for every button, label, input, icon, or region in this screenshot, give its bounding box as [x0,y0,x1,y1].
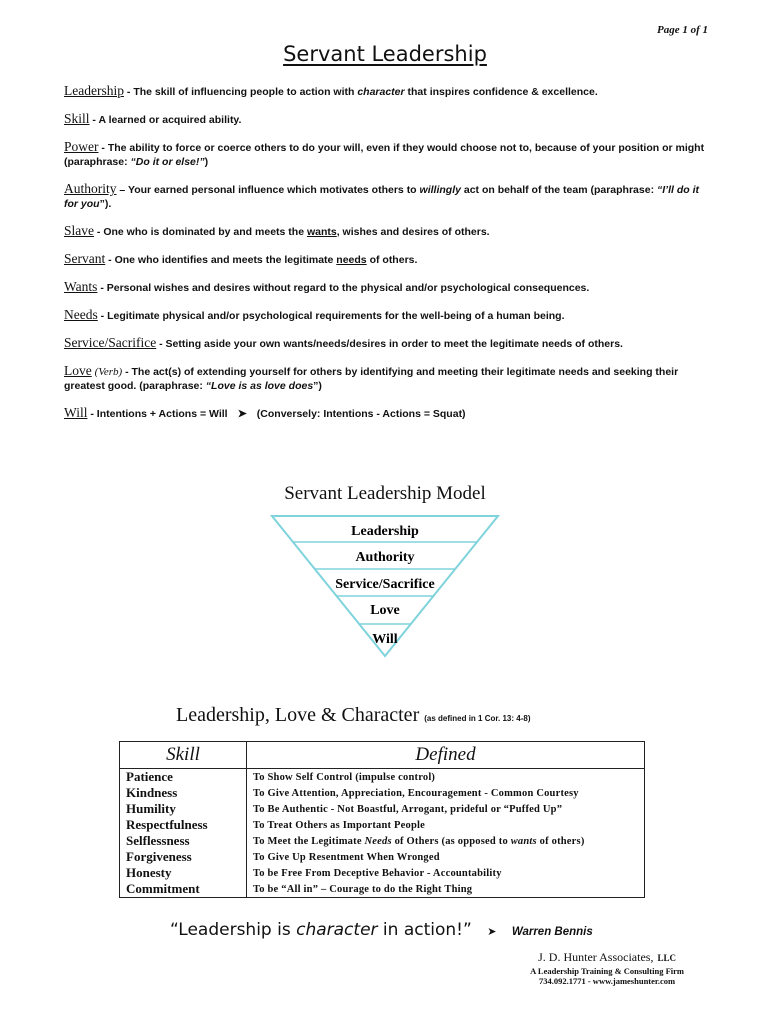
definition-text: - Legitimate physical and/or psychological requirements for the well-being of a human being. [97,310,565,322]
definition-emphasis: Needs [364,835,392,847]
header-skill: Skill [120,742,247,769]
pyramid-level-service-sacrifice: Service/Sacrifice [335,577,435,592]
definition-cell: To Be Authentic - Not Boastful, Arrogant, prideful or “Puffed Up” [247,801,645,817]
skill-cell: Commitment [120,881,247,898]
term-will: Will [64,405,88,420]
definition-text: of Others (as opposed to [391,835,511,847]
definition-skill [64,112,714,127]
table-row [120,769,645,786]
company-block [530,948,684,986]
definition-cell: To Show Self Control (impulse control) [247,769,645,786]
term-love: Love [64,363,92,378]
table-row [120,833,645,849]
term-servant: Servant [64,251,106,266]
section-title [176,704,530,727]
table-row [120,865,645,881]
definition-slave [64,224,714,239]
definition-love [64,364,714,393]
page-title: Servant Leadership [283,42,487,66]
table-row [120,785,645,801]
definition-cell: To be Free From Deceptive Behavior - Accountability [247,865,645,881]
skill-cell: Humility [120,801,247,817]
term-skill: Skill [64,111,90,126]
quote-author: Warren Bennis [511,926,593,938]
page-number: Page 1 of 1 [656,24,708,36]
pyramid-level-authority: Authority [355,550,415,565]
definition-emphasis: wants [510,835,537,847]
definition-text: that inspires confidence & excellence. [404,86,598,98]
definition-text: ) [204,156,209,168]
definition-cell: To Treat Others as Important People [247,817,645,833]
term-leadership: Leadership [64,83,124,98]
term-service-sacrifice: Service/Sacrifice [64,335,157,350]
definition-wants [64,280,714,295]
quote-emphasis: character [296,920,378,940]
definition-text: - The act(s) of extending yourself for others by identifying and meeting their legitimate needs and seeking their greatest good. (paraphrase: [64,366,679,392]
definition-emphasis: willingly [419,184,461,196]
definitions-list [64,84,714,434]
company-tagline: A Leadership Training & Consulting Firm [530,966,684,976]
company-llc: LLC [657,953,676,963]
skill-definition-table [119,741,645,898]
definition-text: To Meet the Legitimate [253,835,365,847]
definition-service-sacrifice [64,336,714,351]
arrow-icon: ➤ [237,408,247,420]
model-title: Servant Leadership Model [284,483,486,504]
skill-cell: Selflessness [120,833,247,849]
skill-cell: Patience [120,769,247,786]
arrow-icon: ➤ [487,925,497,938]
term-wants: Wants [64,279,98,294]
definition-servant [64,252,714,267]
definition-emphasis: “I’ll do it for you [64,184,699,210]
definition-needs [64,308,714,323]
definition-cell: To be “All in” – Courage to do the Right Thing [247,881,645,898]
pyramid-level-leadership: Leadership [351,524,419,539]
definition-cell: To Give Up Resentment When Wronged [247,849,645,865]
definition-underline: wants [306,226,337,238]
table-row [120,801,645,817]
definition-text: - One who identifies and meets the legitimate [105,254,337,266]
definition-text: – Your earned personal influence which motivates others to [116,184,420,196]
definition-text: ”). [99,198,112,210]
company-contact: 734.092.1771 - www.jameshunter.com [538,976,676,986]
servant-leadership-pyramid [270,514,500,658]
term-authority: Authority [64,181,117,196]
definition-text: - Setting aside your own wants/needs/desires in order to meet the legitimate needs of others. [156,338,623,350]
definition-text: - Personal wishes and desires without regard to the physical and/or psychological consequences. [97,282,590,294]
term-slave: Slave [64,223,94,238]
quote-text: in action!” [377,920,472,940]
definition-text: - The ability to force or coerce others to do your will, even if they would choose not to, because of your position or might (paraphrase: [64,142,705,168]
table-row [120,881,645,898]
definition-conversely: (Conversely: Intentions - Actions = Squat) [256,408,466,420]
definition-text: ”) [313,380,322,392]
header-defined: Defined [247,742,645,769]
company-name: J. D. Hunter Associates, [538,950,654,964]
definition-leadership [64,84,714,99]
definition-text: - The skill of influencing people to action with [123,86,358,98]
term-power: Power [64,139,99,154]
definition-underline: needs [336,254,367,266]
table-row [120,849,645,865]
skill-cell: Forgiveness [120,849,247,865]
definition-text: , wishes and desires of others. [336,226,490,238]
definition-cell: To Give Attention, Appreciation, Encouragement - Common Courtesy [247,785,645,801]
definition-cell [247,833,645,849]
definition-text: - Intentions + Actions = Will [87,408,228,420]
section-title-text: Leadership, Love & Character [176,704,420,726]
definition-will [64,406,714,421]
quote-text: “Leadership is [170,920,297,940]
definition-text: of others. [366,254,418,266]
definition-authority [64,182,714,211]
table-row [120,817,645,833]
section-subtitle: (as defined in 1 Cor. 13: 4-8) [424,714,531,723]
skill-cell: Respectfulness [120,817,247,833]
definition-text: of others) [536,835,585,847]
skill-cell: Kindness [120,785,247,801]
definition-emphasis: “Do it or else!” [130,156,205,168]
skill-cell: Honesty [120,865,247,881]
term-needs: Needs [64,307,98,322]
term-love-verb: (Verb) [94,366,123,378]
table-header-row [120,742,645,769]
definition-emphasis: “Love is as love does [205,380,314,392]
definition-power [64,140,714,169]
pyramid-level-will: Will [372,632,398,647]
definition-text: - One who is dominated by and meets the [94,226,307,238]
quote [170,920,593,940]
definition-text: - A learned or acquired ability. [89,114,242,126]
definition-text: act on behalf of the team (paraphrase: [460,184,657,196]
pyramid-level-love: Love [370,603,400,618]
definition-emphasis: character [357,86,405,98]
